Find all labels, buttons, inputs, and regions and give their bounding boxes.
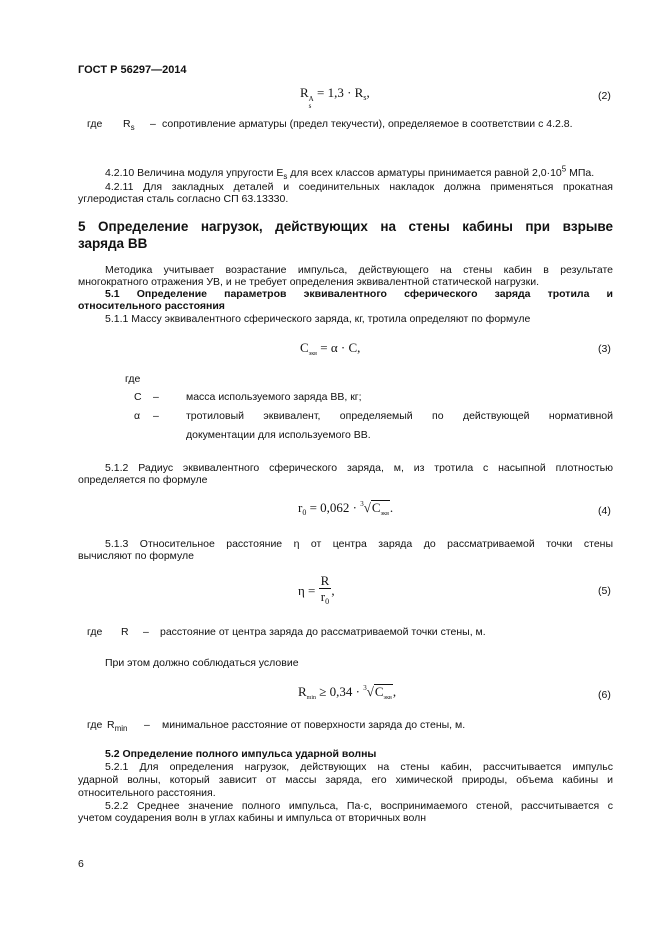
section-5-heading-line2: заряда ВВ [78, 236, 148, 251]
dash: – [150, 118, 156, 130]
definition-r: расстояние от центра заряда до рассматриваемой точки стены, м. [160, 626, 486, 638]
formula-3: $C_{экв} = \alpha \cdot C$, [300, 340, 361, 357]
paragraph-5-2-1-line1: 5.2.1 Для определения нагрузок, действующих на стены кабин, рассчитывается импульс [105, 761, 613, 773]
formula-4-number: (4) [598, 505, 611, 517]
paragraph-5-2-1-line2: ударной волны, который зависит от массы заряда, его химической природы, объема кабины и [78, 774, 613, 786]
where-label: где [87, 626, 103, 638]
dash: – [153, 391, 159, 403]
paragraph-5-1-3-line2: вычисляют по формуле [78, 550, 194, 562]
symbol-c: C [134, 391, 142, 403]
where-label: где [87, 118, 103, 130]
formula-6: $R_{min} \ge 0,34 \cdot ^3√C_{экв}$, [298, 684, 396, 705]
section-5-1-heading-line2: относительного расстояния [78, 300, 225, 312]
where-label: где [125, 373, 141, 385]
dash: – [144, 719, 150, 731]
formula-6-number: (6) [598, 689, 611, 701]
section-5-1-heading-line1: 5.1 Определение параметров эквивалентного сферического заряда тротила и [105, 288, 613, 300]
section-5-2-heading: 5.2 Определение полного импульса ударной волны [105, 748, 377, 760]
formula-2: R A s = $1,3 \cdot R_s$, [300, 85, 370, 110]
symbol-r: R [121, 626, 129, 638]
dash: – [153, 410, 159, 422]
section-5-heading-line1: 5 Определение нагрузок, действующих на стены кабины при взрыве [78, 219, 613, 234]
paragraph-4-2-11-line1: 4.2.11 Для закладных деталей и соединительных накладок должна применяться прокатная [105, 181, 613, 193]
definition-rs: сопротивление арматуры (предел текучести), определяемое в соответствии с 4.2.8. [162, 118, 573, 130]
definition-rmin: минимальное расстояние от поверхности заряда до стены, м. [162, 719, 466, 731]
paragraph-5-1-2-line2: определяется по формуле [78, 474, 208, 486]
formula-2-number: (2) [598, 90, 611, 102]
paragraph-5-2-2-line1: 5.2.2 Среднее значение полного импульса, Па·с, воспринимаемого стеной, рассчитывается с [105, 800, 613, 812]
dash: – [143, 626, 149, 638]
paragraph-5-2-1-line3: относительного расстояния. [78, 787, 216, 799]
condition-text: При этом должно соблюдаться условие [105, 657, 299, 669]
paragraph-5-1-1: 5.1.1 Массу эквивалентного сферического заряда, кг, тротила определяют по формуле [105, 313, 531, 325]
symbol-rs: $R_s$ [123, 118, 135, 132]
intro-line2: многократного отражения УВ, и не требует определения эквивалентной статической нагрузки. [78, 276, 539, 288]
definition-c: масса используемого заряда ВВ, кг; [186, 391, 362, 403]
formula-3-number: (3) [598, 343, 611, 355]
definition-alpha-line1: тротиловый эквивалент, определяемый по действующей нормативной [186, 410, 613, 422]
symbol-rmin: $R_{min}$ [107, 719, 128, 733]
paragraph-5-1-2-line1: 5.1.2 Радиус эквивалентного сферического заряда, м, из тротила с насыпной плотностью [105, 462, 613, 474]
intro-line1: Методика учитывает возрастание импульса, действующего на стены кабин в результате [105, 264, 613, 276]
formula-4: $r_0 = 0,062 \cdot ^3√C_{экв}$. [298, 500, 393, 521]
paragraph-4-2-10: 4.2.10 Величина модуля упругости $E_s$ для всех классов арматуры принимается равной $2,0\cdot 10^5$ МПа. [105, 164, 595, 181]
formula-5-number: (5) [598, 585, 611, 597]
paragraph-4-2-11-line2: углеродистая сталь согласно СП 63.13330. [78, 193, 289, 205]
formula-5: η = $\frac{R}{r_0}$ , [298, 573, 335, 606]
document-code: ГОСТ Р 56297—2014 [78, 64, 187, 76]
symbol-alpha: α [134, 410, 141, 422]
paragraph-5-2-2-line2: учетом соударения волн в углах кабины и импульса от вторичных волн [78, 812, 427, 824]
where-label: где [87, 719, 103, 731]
definition-alpha-line2: документации для используемого ВВ. [186, 429, 371, 441]
paragraph-5-1-3-line1: 5.1.3 Относительное расстояние η от центра заряда до рассматриваемой точки стены [105, 538, 613, 550]
page-number: 6 [78, 858, 84, 870]
